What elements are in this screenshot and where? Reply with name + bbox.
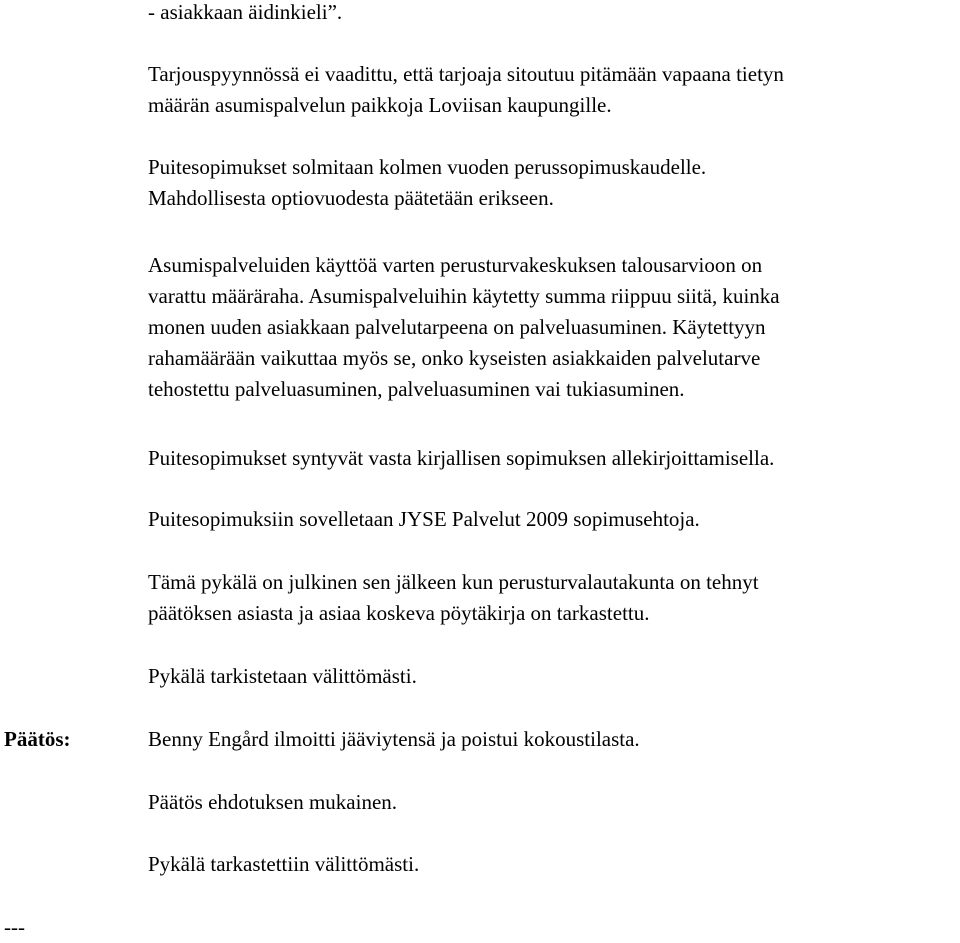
- paragraph-2-line-2: Mahdollisesta optiovuodesta päätetään erikseen.: [148, 186, 554, 210]
- decision-paragraph-1: [148, 724, 948, 755]
- decision-paragraph-3-line-1: Pykälä tarkastettiin välittömästi.: [148, 852, 420, 876]
- paragraph-4-line-1: Puitesopimukset syntyvät vasta kirjallisen sopimuksen allekirjoittamisella.: [148, 446, 775, 470]
- paragraph-3-line-3: monen uuden asiakkaan palvelutarpeena on palveluasuminen. Käytettyyn: [148, 315, 766, 339]
- paragraph-7-line-1: Pykälä tarkistetaan välittömästi.: [148, 664, 417, 688]
- paragraph-3: [148, 250, 948, 405]
- paragraph-5: [148, 504, 948, 535]
- paragraph-1-line-1: Tarjouspyynnössä ei vaadittu, että tarjoaja sitoutuu pitämään vapaana tietyn: [148, 62, 784, 86]
- decision-paragraph-1-line-1: Benny Engård ilmoitti jääviytensä ja poistui kokoustilasta.: [148, 727, 640, 751]
- paragraph-1-line-2: määrän asumispalvelun paikkoja Loviisan kaupungille.: [148, 93, 612, 117]
- paragraph-4: [148, 443, 948, 474]
- paragraph-7: [148, 661, 948, 692]
- paragraph-3-line-2: varattu määräraha. Asumispalveluihin käytetty summa riippuu siitä, kuinka: [148, 284, 780, 308]
- intro-line-block: [148, 0, 948, 28]
- paragraph-6-line-1: Tämä pykälä on julkinen sen jälkeen kun perusturvalautakunta on tehnyt: [148, 570, 759, 594]
- paragraph-2: [148, 152, 948, 214]
- paragraph-3-line-5: tehostettu palveluasuminen, palveluasuminen vai tukiasuminen.: [148, 377, 685, 401]
- decision-paragraph-2: [148, 787, 948, 818]
- paragraph-6: [148, 567, 948, 629]
- paragraph-6-line-2: päätöksen asiasta ja asiaa koskeva pöytäkirja on tarkastettu.: [148, 601, 650, 625]
- decision-paragraph-2-line-1: Päätös ehdotuksen mukainen.: [148, 790, 398, 814]
- paragraph-1: [148, 59, 948, 121]
- decision-paragraph-3: [148, 849, 948, 880]
- paragraph-3-line-1: Asumispalveluiden käyttöä varten perusturvakeskuksen talousarvioon on: [148, 253, 763, 277]
- paragraph-3-line-4: rahamäärään vaikuttaa myös se, onko kyseisten asiakkaiden palvelutarve: [148, 346, 761, 370]
- footer-separator-marker: ---: [4, 915, 25, 939]
- decision-label: Päätös:: [4, 727, 71, 751]
- paragraph-2-line-1: Puitesopimukset solmitaan kolmen vuoden perussopimuskaudelle.: [148, 155, 707, 179]
- paragraph-5-line-1: Puitesopimuksiin sovelletaan JYSE Palvelut 2009 sopimusehtoja.: [148, 507, 700, 531]
- intro-line: - asiakkaan äidinkieli”.: [148, 0, 343, 24]
